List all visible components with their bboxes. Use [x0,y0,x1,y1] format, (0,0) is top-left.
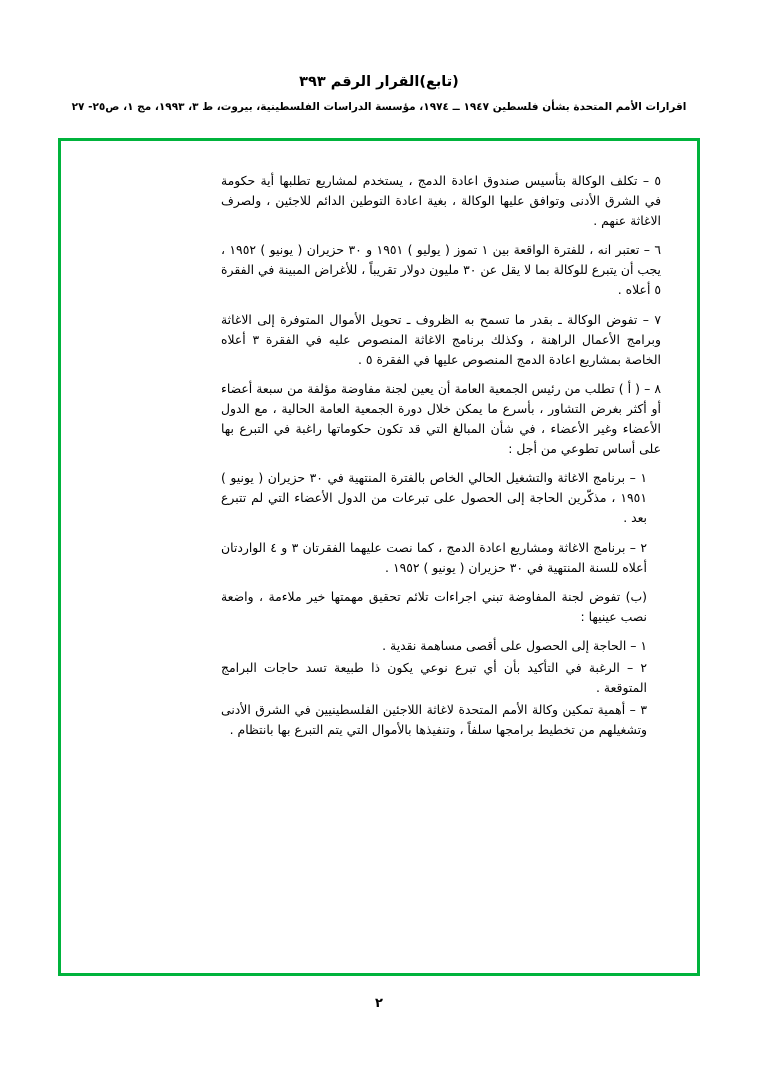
paragraph-8b-item-3: ٣ – أهمية تمكين وكالة الأمم المتحدة لاغاثة اللاجئين الفلسطينيين في الشرق الأدنى وتشغيلهم من تخطيط برامجها سلفاً ، وتنفيذها بالأموال التي يتم التبرع بها بانتظام . [221,702,647,738]
paragraph-8b: (ب) تفوض لجنة المفاوضة تبني اجراءات تلائم تحقيق مهمتها خير ملاءمة ، واضعة نصب عينيها : [221,588,647,624]
paragraph-8b-item-2: ٢ – الرغبة في التأكيد بأن أي تبرع نوعي يكون ذا طبيعة تسد حاجات البرامج المتوقعة . [221,659,647,696]
page-number: ٢ [375,996,383,1011]
paragraph-8a-item-2: ٢ – برنامج الاغاثة ومشاريع اعادة الدمج ، كما نصت عليهما الفقرتان ٣ و ٤ الواردتان أعلاه للسنة المنتهية في ٣٠ حزيران ( يونيو ) ١٩٥٢ . [221,539,647,575]
paragraph-7: ٧ – تفوض الوكالة ـ بقدر ما تسمح به الظروف ـ تحويل الأموال المتوفرة إلى الاغاثة وبرامج الأعمال الراهنة ، وكذلك برنامج الاغاثة المنصوص عليه في الفقرة ٣ أعلاه الخاصة بمشاريع اعادة الدمج المنصوص عليها في الفقرة ٥ . [221,311,661,367]
source-citation: اقرارات الأمم المتحدة بشأن فلسطين ١٩٤٧ ــ ١٩٧٤، مؤسسة الدراسات الفلسطينية، بيروت، ط ٣، ١٩٩٣، مج ١، ص٢٥- ٢٧ [71,101,687,113]
content-frame [58,138,700,976]
page-title: (تابع)القرار الرقم ٣٩٣ [299,74,459,90]
document-header [0,0,758,113]
paragraph-5: ٥ – تكلف الوكالة بتأسيس صندوق اعادة الدمج ، يستخدم لمشاريع تطلبها أية حكومة في الشرق الأدنى وتوافق عليها الوكالة ، بغية اعادة التوطين الدائم للاجئين ، ولصرف الاغاثة عنهم . [221,173,661,229]
document-body [221,171,661,742]
paragraph-8a-item-1: ١ – برنامج الاغاثة والتشغيل الحالي الخاص بالفترة المنتهية في ٣٠ حزيران ( يونيو ) ١٩٥١ ، مذكّرين الحاجة إلى الحصول على تبرعات من الدول الأعضاء التي لم تتبرع بعد . [221,470,648,526]
paragraph-6: ٦ – تعتبر انه ، للفترة الواقعة بين ١ تموز ( يوليو ) ١٩٥١ و ٣٠ حزيران ( يونيو ) ١٩٥٢ ، يجب أن يتبرع للوكالة بما لا يقل عن ٣٠ مليون دولار تقريباً ، للأغراض المبينة في الفقرة ٥ أعلاه . [221,242,661,298]
paragraph-8b-item-1: ١ – الحاجة إلى الحصول على أقصى مساهمة نقدية . [382,637,647,653]
paragraph-8a: ٨ – ( أ ) تطلب من رئيس الجمعية العامة أن يعين لجنة مفاوضة مؤلفة من سبعة أعضاء أو أكثر بغرض التشاور ، بأسرع ما يمكن خلال دورة الجمعية العامة الحالية ، مع الدول الأعضاء وغير الأعضاء ، في شأن المبالغ التي قد تكون حكوماتها راغبة في التبرع بها على أساس تطوعي من أجل : [221,380,661,457]
